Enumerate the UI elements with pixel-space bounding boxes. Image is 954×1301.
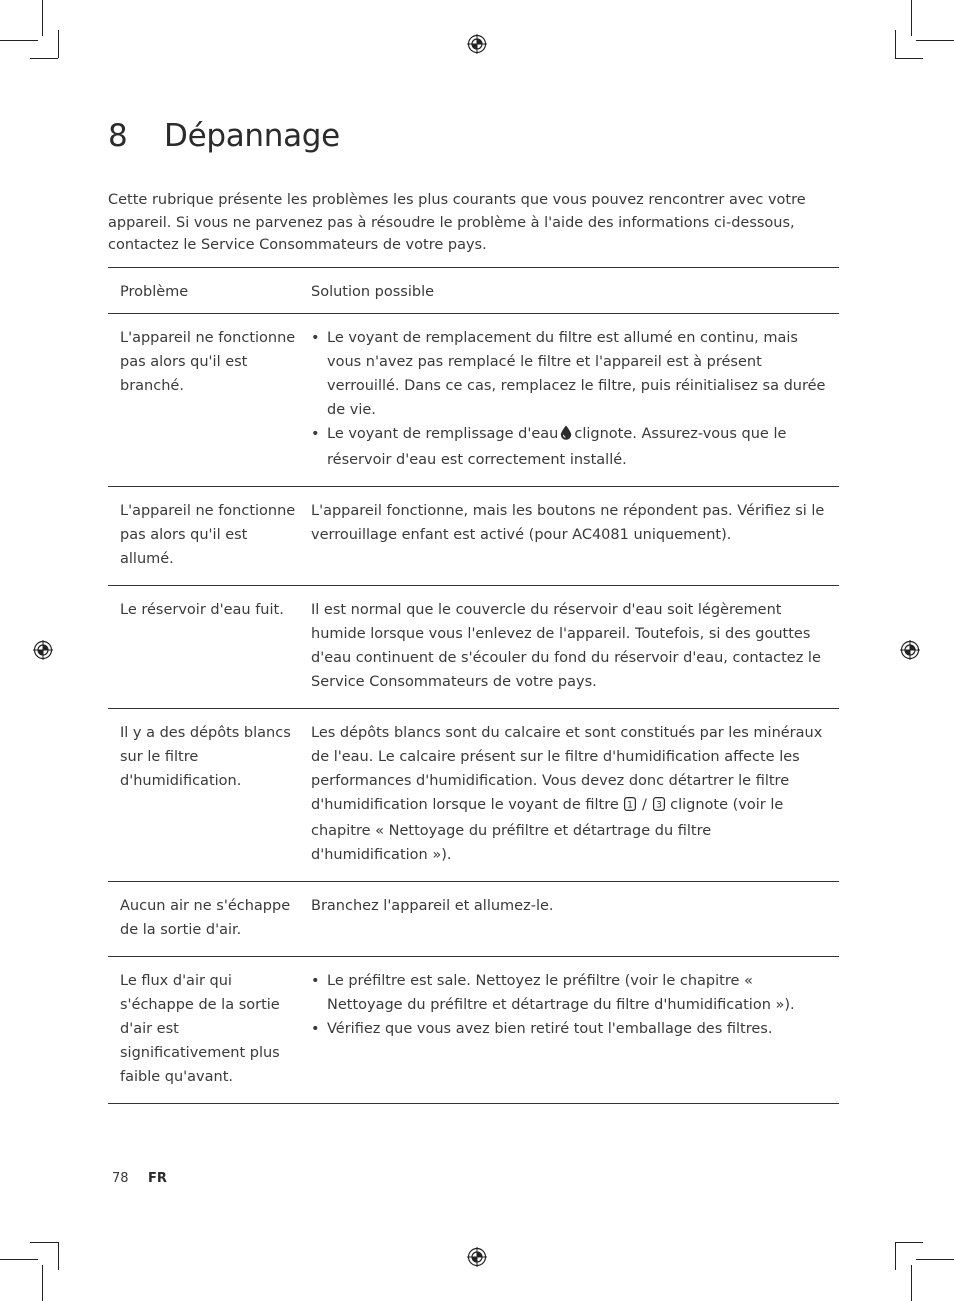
problem-cell: Le réservoir d'eau fuit.	[108, 586, 311, 709]
table-row	[108, 709, 839, 882]
chapter-heading	[108, 118, 340, 154]
list-item	[311, 422, 831, 472]
crop-mark	[895, 1242, 923, 1243]
icon-separator: /	[642, 797, 647, 813]
crop-mark	[30, 1242, 58, 1243]
table-row	[108, 957, 839, 1104]
problem-cell: L'appareil ne fonctionne pas alors qu'il est allumé.	[108, 487, 311, 586]
crop-mark	[916, 1259, 954, 1260]
crop-mark	[42, 0, 43, 36]
registration-mark-icon	[33, 640, 53, 660]
chapter-title: Dépannage	[164, 118, 340, 154]
registration-mark-icon	[900, 640, 920, 660]
solution-cell	[311, 957, 839, 1104]
header-solution: Solution possible	[311, 268, 839, 314]
table-row	[108, 882, 839, 957]
page-number: 78	[112, 1171, 129, 1186]
crop-mark	[895, 30, 896, 58]
header-problem: Problème	[108, 268, 311, 314]
list-item: • Le préfiltre est sale. Nettoyez le préfiltre (voir le chapitre « Nettoyage du préfiltre et détartrage du filtre d'humidification »).	[311, 969, 831, 1017]
crop-mark	[895, 1242, 896, 1270]
filter-3-icon	[653, 795, 665, 819]
crop-mark	[58, 1242, 59, 1270]
table-row	[108, 314, 839, 487]
chapter-number: 8	[108, 118, 128, 154]
filter-1-label: 1	[627, 800, 634, 811]
solution-list	[311, 969, 831, 1041]
solution-cell: L'appareil fonctionne, mais les boutons ne répondent pas. Vérifiez si le verrouillage enfant est activé (pour AC4081 uniquement).	[311, 487, 839, 586]
crop-mark	[58, 30, 59, 58]
crop-mark	[42, 1265, 43, 1301]
solution-cell	[311, 709, 839, 882]
crop-mark	[911, 0, 912, 36]
solution-text: Le voyant de remplissage d'eau	[327, 426, 559, 442]
registration-mark-icon	[467, 34, 487, 54]
solution-text: Les dépôts blancs sont du calcaire et sont constitués par les minéraux de l'eau. Le calcaire présent sur le filtre d'humidification affecte les performances d'humidification. Vous devez donc détartrer le filtre d'humidification lorsque le voyant de filtre	[311, 725, 823, 813]
solution-cell: Il est normal que le couvercle du réservoir d'eau soit légèrement humide lorsque vous l'enlevez de l'appareil. Toutefois, si des gouttes d'eau continuent de s'écouler du fond du réservoir d'eau, contactez le Service Consommateurs de votre pays.	[311, 586, 839, 709]
solution-list	[311, 326, 831, 472]
crop-mark	[30, 58, 58, 59]
list-item: • Le voyant de remplacement du filtre est allumé en continu, mais vous n'avez pas remplacé le filtre et l'appareil est à présent verrouillé. Dans ce cas, remplacez le filtre, puis réinitialisez sa durée de vie.	[311, 326, 831, 422]
solution-text: clignote (voir le chapitre « Nettoyage du préfiltre et détartrage du filtre d'humidification »).	[311, 797, 784, 863]
crop-mark	[0, 1259, 38, 1260]
intro-paragraph: Cette rubrique présente les problèmes les plus courants que vous pouvez rencontrer avec votre appareil. Si vous ne parvenez pas à résoudre le problème à l'aide des informations ci-dessous, contactez le Service Consommateurs de votre pays.	[108, 192, 806, 253]
filter-3-label: 3	[655, 800, 662, 811]
water-drop-icon	[560, 424, 572, 448]
troubleshooting-table	[108, 267, 839, 1104]
problem-cell: Il y a des dépôts blancs sur le filtre d'humidification.	[108, 709, 311, 882]
problem-cell: Aucun air ne s'échappe de la sortie d'air.	[108, 882, 311, 957]
table-header-row	[108, 268, 839, 314]
list-item: • Vérifiez que vous avez bien retiré tout l'emballage des filtres.	[311, 1017, 831, 1041]
table-row	[108, 586, 839, 709]
crop-mark	[895, 58, 923, 59]
table-row	[108, 487, 839, 586]
language-code: FR	[148, 1171, 167, 1186]
crop-mark	[911, 1265, 912, 1301]
crop-mark	[0, 40, 38, 41]
solution-cell	[311, 314, 839, 487]
registration-mark-icon	[467, 1247, 487, 1267]
problem-cell: L'appareil ne fonctionne pas alors qu'il est branché.	[108, 314, 311, 487]
filter-1-icon	[624, 795, 636, 819]
solution-text: clignote. Assurez-vous que le réservoir d'eau est correctement installé.	[327, 426, 787, 468]
solution-cell: Branchez l'appareil et allumez-le.	[311, 882, 839, 957]
crop-mark	[916, 40, 954, 41]
problem-cell: Le flux d'air qui s'échappe de la sortie d'air est significativement plus faible qu'avant.	[108, 957, 311, 1104]
